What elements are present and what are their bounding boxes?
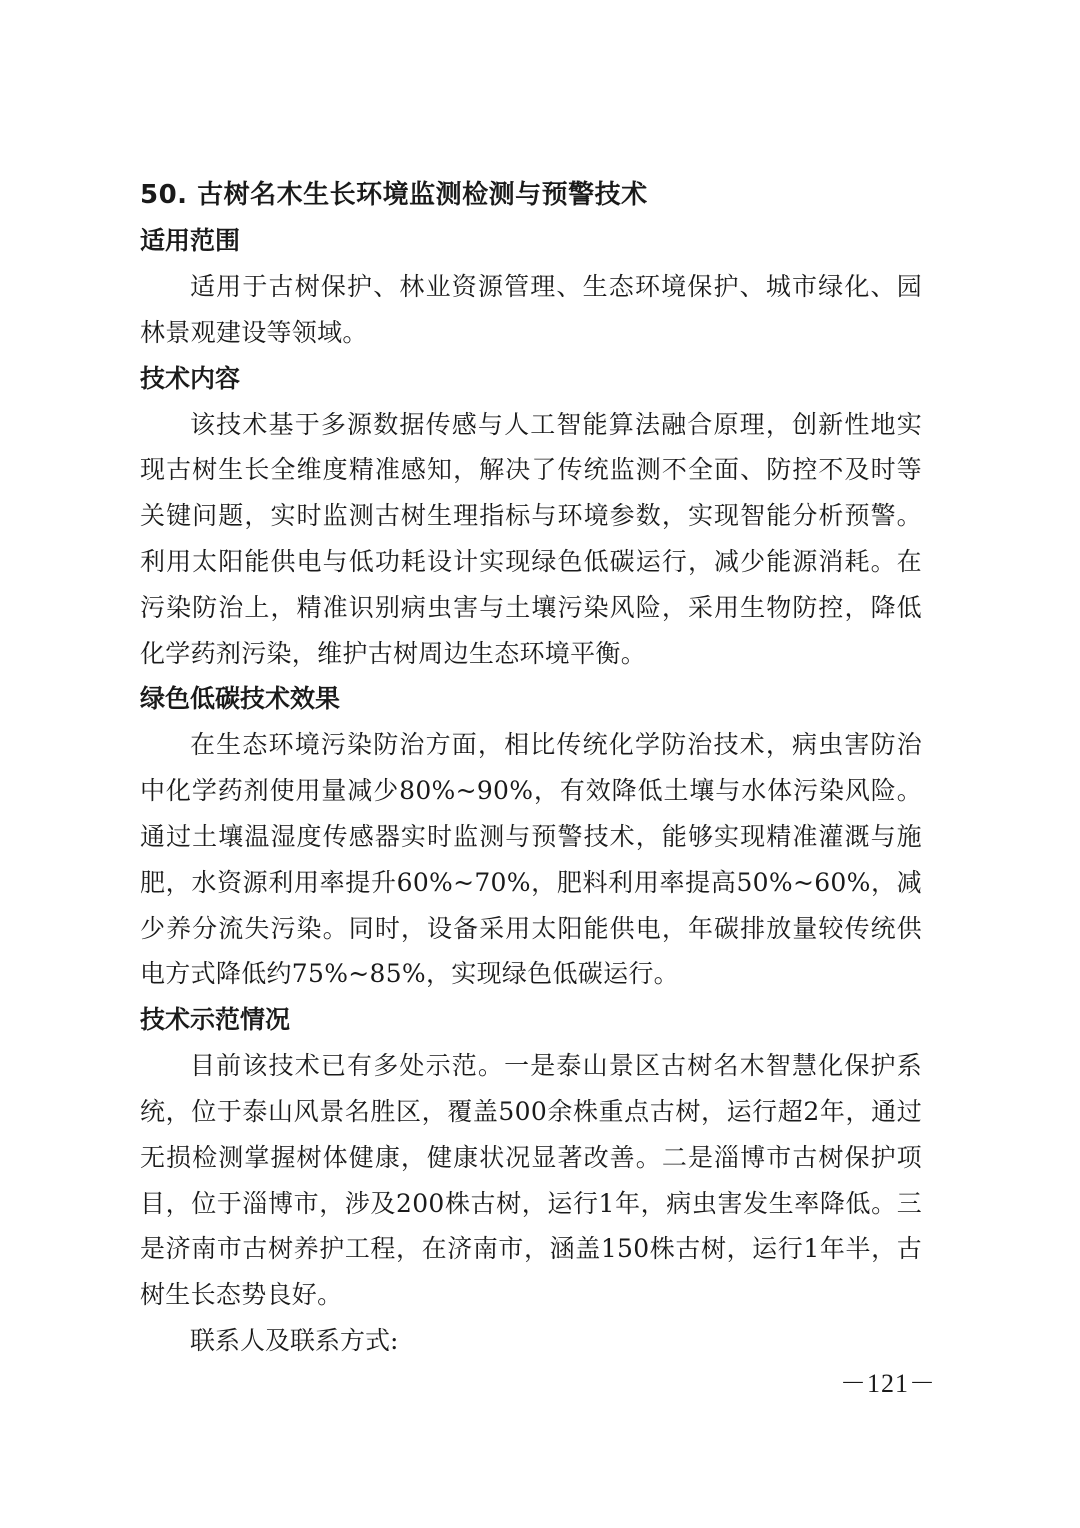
- document-title: 50. 古树名木生长环境监测检测与预警技术: [140, 180, 648, 210]
- section-heading-demonstration: 技术示范情况: [140, 1005, 291, 1035]
- section-scope: [140, 218, 922, 356]
- section-paragraph-green-effect: 在生态环境污染防治方面，相比传统化学防治技术，病虫害防治中化学药剂使用量减少80%~90%，有效降低土壤与水体污染风险。通过土壤温湿度传感器实时监测与预警技术，能够实现精准灌溉与施肥，水资源利用率提升60%~70%，肥料利用率提高50%~60%，减少养分流失污染。同时，设备采用太阳能供电，年碳排放量较传统供电方式降低约75%~85%，实现绿色低碳运行。: [140, 730, 922, 989]
- section-technical-content: [140, 356, 922, 677]
- document-body: [140, 172, 922, 1364]
- section-green-effect: [140, 676, 922, 997]
- section-demonstration: [140, 997, 922, 1318]
- section-heading-technical-content: 技术内容: [140, 363, 241, 393]
- section-paragraph-demonstration: 目前该技术已有多处示范。一是泰山景区古树名木智慧化保护系统，位于泰山风景名胜区，覆盖500余株重点古树，运行超2年，通过无损检测掌握树体健康，健康状况显著改善。二是淄博市古树保护项目，位于淄博市，涉及200株古树，运行1年，病虫害发生率降低。三是济南市古树养护工程，在济南市，涵盖150株古树，运行1年半，古树生长态势良好。: [140, 1051, 922, 1310]
- contact-label: 联系人及联系方式:: [190, 1325, 399, 1355]
- section-heading-green-effect: 绿色低碳技术效果: [140, 684, 341, 714]
- section-paragraph-technical-content: 该技术基于多源数据传感与人工智能算法融合原理，创新性地实现古树生长全维度精准感知，解决了传统监测不全面、防控不及时等关键问题，实时监测古树生理指标与环境参数，实现智能分析预警。利用太阳能供电与低功耗设计实现绿色低碳运行，减少能源消耗。在污染防治上，精准识别病虫害与土壤污染风险，采用生物防控，降低化学药剂污染，维护古树周边生态环境平衡。: [140, 409, 922, 668]
- section-heading-scope: 适用范围: [140, 226, 241, 255]
- page-number: －121－: [839, 1369, 936, 1398]
- section-paragraph-scope: 适用于古树保护、林业资源管理、生态环境保护、城市绿化、园林景观建设等领域。: [140, 272, 922, 347]
